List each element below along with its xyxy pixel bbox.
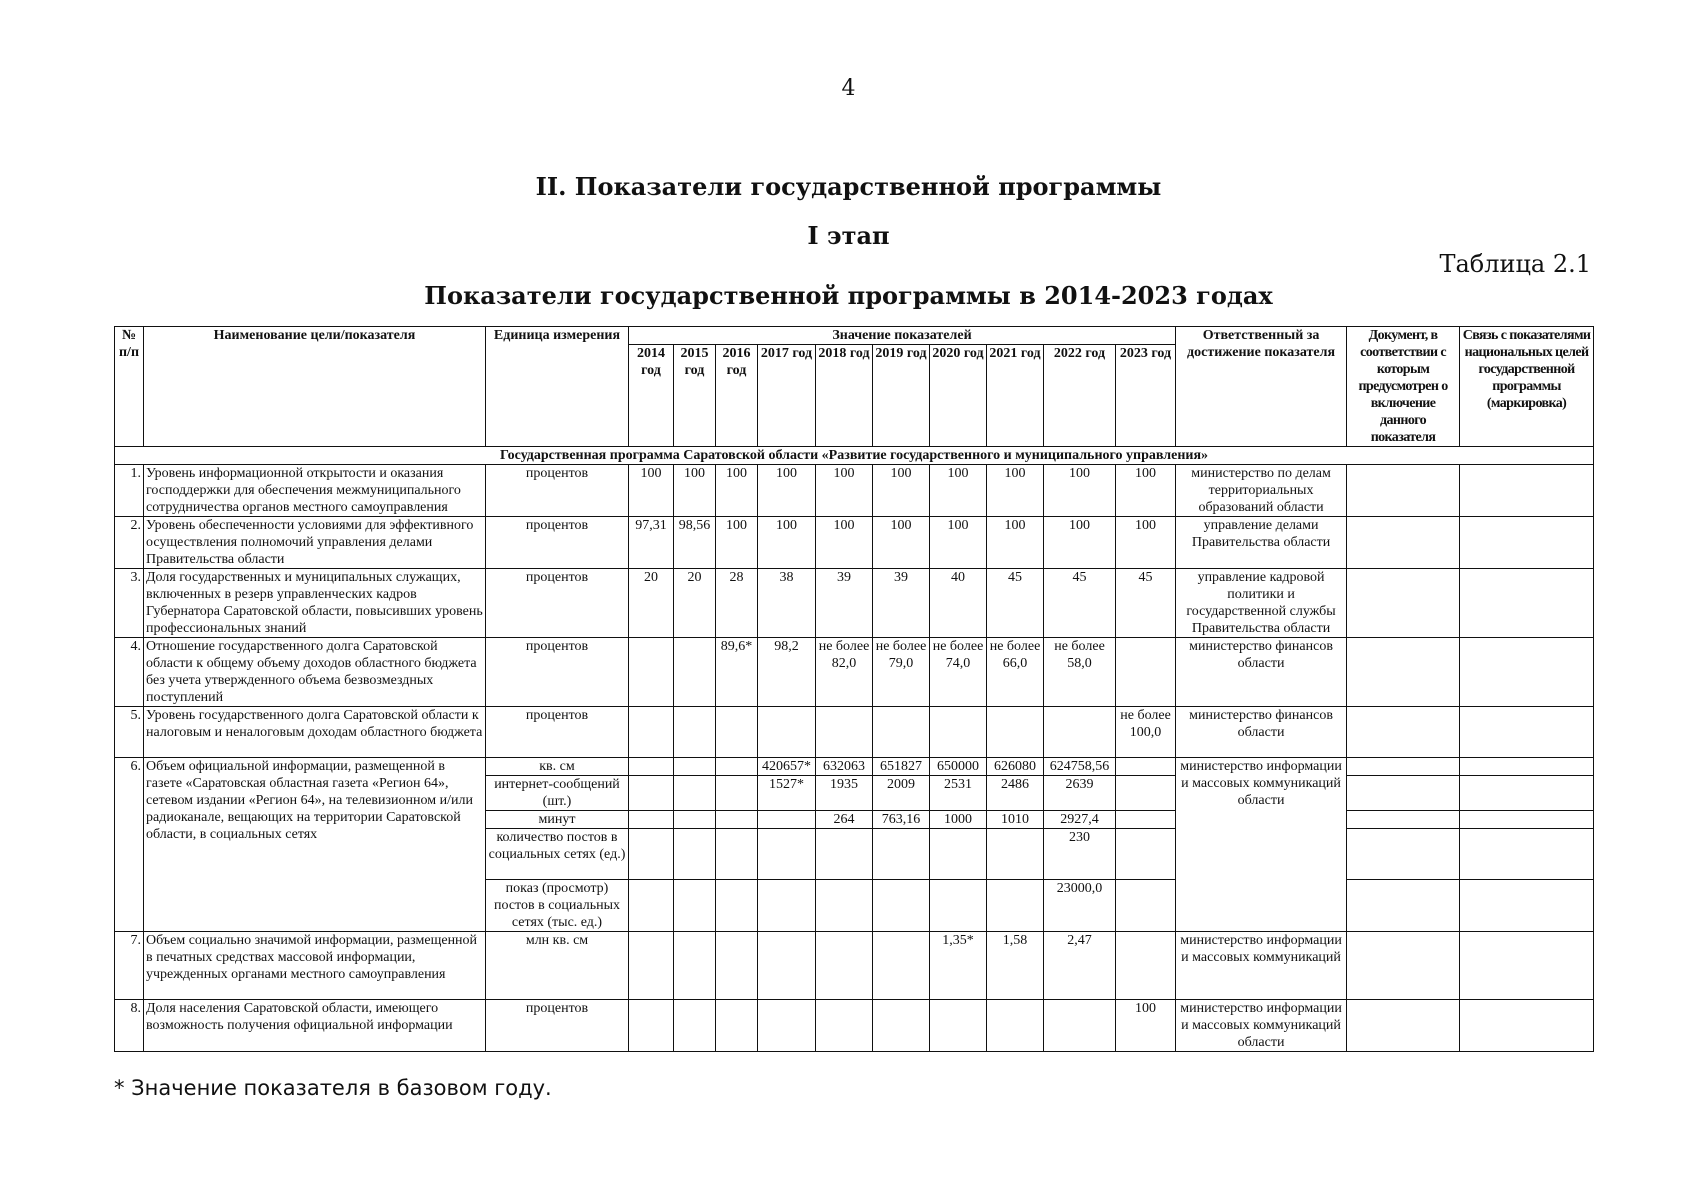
- row-value: [716, 932, 758, 1000]
- header-year: 2017 год: [758, 345, 816, 447]
- row-value: 100: [1116, 517, 1176, 569]
- row-value: 2927,4: [1044, 811, 1116, 829]
- row-value: 100: [716, 517, 758, 569]
- row-value: [1116, 776, 1176, 811]
- table-row: [115, 1000, 1594, 1052]
- row-value: 39: [873, 569, 930, 638]
- row-value: 98,2: [758, 638, 816, 707]
- row-value: 2,47: [1044, 932, 1116, 1000]
- row-value: [1044, 707, 1116, 758]
- header-year: 2020 год: [930, 345, 987, 447]
- row-value: [1116, 829, 1176, 880]
- row-value: [629, 829, 674, 880]
- row-value: [716, 776, 758, 811]
- row-value: [1116, 638, 1176, 707]
- row-unit: процентов: [486, 638, 629, 707]
- row-value: 1527*: [758, 776, 816, 811]
- row-link: [1460, 465, 1594, 517]
- section-title: II. Показатели государственной программы: [535, 172, 1162, 201]
- row-value: [816, 932, 873, 1000]
- row-value: [1044, 1000, 1116, 1052]
- row-unit: интернет-сообщений (шт.): [486, 776, 629, 811]
- row-document: [1347, 811, 1460, 829]
- row-value: [674, 932, 716, 1000]
- header-year: 2016 год: [716, 345, 758, 447]
- row-value: [873, 1000, 930, 1052]
- table-row: [115, 707, 1594, 758]
- row-value: [629, 758, 674, 776]
- row-value: [1116, 758, 1176, 776]
- row-value: [674, 758, 716, 776]
- row-value: [816, 829, 873, 880]
- header-year: 2023 год: [1116, 345, 1176, 447]
- row-value: [758, 880, 816, 932]
- row-document: [1347, 1000, 1460, 1052]
- row-value: [716, 880, 758, 932]
- row-value: 100: [758, 465, 816, 517]
- footnote: * Значение показателя в базовом году.: [114, 1076, 552, 1100]
- row-responsible: министерство информации и массовых коммуникаций области: [1176, 758, 1347, 932]
- table-row: [115, 638, 1594, 707]
- row-value: 38: [758, 569, 816, 638]
- row-responsible: министерство информации и массовых коммуникаций области: [1176, 1000, 1347, 1052]
- row-responsible: министерство финансов области: [1176, 638, 1347, 707]
- row-value: не более 58,0: [1044, 638, 1116, 707]
- row-document: [1347, 638, 1460, 707]
- row-value: [930, 880, 987, 932]
- row-document: [1347, 829, 1460, 880]
- page-number: 4: [841, 76, 856, 101]
- table-row: [115, 569, 1594, 638]
- row-value: [629, 880, 674, 932]
- row-value: 632063: [816, 758, 873, 776]
- row-value: 97,31: [629, 517, 674, 569]
- row-value: [629, 638, 674, 707]
- row-value: [674, 638, 716, 707]
- row-name: Объем официальной информации, размещенной в газете «Саратовская областная газета «Регион 64», сетевом издании «Регион 64», на телевизионном и/или радиоканале, вещающих на территории Саратовской области, в социальных сетях: [144, 758, 486, 932]
- row-unit: процентов: [486, 517, 629, 569]
- row-value: [816, 707, 873, 758]
- row-link: [1460, 829, 1594, 880]
- row-value: [674, 880, 716, 932]
- row-link: [1460, 758, 1594, 776]
- row-value: 100: [1116, 1000, 1176, 1052]
- row-num: 5.: [115, 707, 144, 758]
- row-value: 2486: [987, 776, 1044, 811]
- row-num: 2.: [115, 517, 144, 569]
- row-value: [716, 758, 758, 776]
- row-value: 1,35*: [930, 932, 987, 1000]
- row-value: 763,16: [873, 811, 930, 829]
- row-link: [1460, 707, 1594, 758]
- row-value: [987, 880, 1044, 932]
- row-num: 8.: [115, 1000, 144, 1052]
- table-row: [115, 758, 1594, 776]
- header-year: 2021 год: [987, 345, 1044, 447]
- stage-title: I этап: [807, 221, 890, 250]
- row-responsible: управление делами Правительства области: [1176, 517, 1347, 569]
- row-value: 100: [930, 465, 987, 517]
- row-value: 45: [987, 569, 1044, 638]
- row-value: 650000: [930, 758, 987, 776]
- row-unit: кв. см: [486, 758, 629, 776]
- row-value: [930, 707, 987, 758]
- row-value: 100: [987, 465, 1044, 517]
- row-link: [1460, 776, 1594, 811]
- row-value: 100: [716, 465, 758, 517]
- row-value: 39: [816, 569, 873, 638]
- row-value: 100: [816, 517, 873, 569]
- row-name: Доля населения Саратовской области, имеющего возможность получения официальной информации: [144, 1000, 486, 1052]
- row-link: [1460, 517, 1594, 569]
- row-name: Доля государственных и муниципальных служащих, включенных в резерв управленческих кадров Губернатора Саратовской области, повысивших уровень профессиональных знаний: [144, 569, 486, 638]
- row-value: [1116, 932, 1176, 1000]
- row-link: [1460, 880, 1594, 932]
- row-document: [1347, 776, 1460, 811]
- row-document: [1347, 707, 1460, 758]
- row-value: [987, 1000, 1044, 1052]
- row-responsible: управление кадровой политики и государственной службы Правительства области: [1176, 569, 1347, 638]
- row-value: 100: [1044, 465, 1116, 517]
- row-value: 1010: [987, 811, 1044, 829]
- row-unit: количество постов в социальных сетях (ед.): [486, 829, 629, 880]
- header-year: 2019 год: [873, 345, 930, 447]
- program-row: Государственная программа Саратовской области «Развитие государственного и муниципального управления»: [115, 447, 1594, 465]
- row-value: [816, 880, 873, 932]
- row-link: [1460, 932, 1594, 1000]
- row-value: 626080: [987, 758, 1044, 776]
- header-year: 2014 год: [629, 345, 674, 447]
- row-value: [873, 707, 930, 758]
- header-year: 2015 год: [674, 345, 716, 447]
- row-num: 3.: [115, 569, 144, 638]
- row-unit: минут: [486, 811, 629, 829]
- indicators-table: [114, 326, 1594, 1052]
- row-name: Уровень информационной открытости и оказания господдержки для обеспечения межмуниципального сотрудничества органов местного самоуправления: [144, 465, 486, 517]
- row-unit: процентов: [486, 1000, 629, 1052]
- row-value: [716, 707, 758, 758]
- header-unit: Единица измерения: [486, 327, 629, 447]
- row-value: 230: [1044, 829, 1116, 880]
- row-unit: млн кв. см: [486, 932, 629, 1000]
- row-value: 23000,0: [1044, 880, 1116, 932]
- row-name: Уровень обеспеченности условиями для эффективного осуществления полномочий управления делами Правительства области: [144, 517, 486, 569]
- row-unit: процентов: [486, 569, 629, 638]
- row-document: [1347, 758, 1460, 776]
- row-value: [758, 707, 816, 758]
- row-unit: процентов: [486, 465, 629, 517]
- row-value: [758, 1000, 816, 1052]
- row-value: 100: [1116, 465, 1176, 517]
- row-link: [1460, 569, 1594, 638]
- row-value: [930, 1000, 987, 1052]
- row-document: [1347, 932, 1460, 1000]
- row-value: 45: [1044, 569, 1116, 638]
- row-value: 1935: [816, 776, 873, 811]
- row-value: не более 82,0: [816, 638, 873, 707]
- row-value: [758, 811, 816, 829]
- row-value: 100: [629, 465, 674, 517]
- row-value: 40: [930, 569, 987, 638]
- row-name: Отношение государственного долга Саратовской области к общему объему доходов областного бюджета без учета утвержденного объема безвозмездных поступлений: [144, 638, 486, 707]
- row-value: [674, 707, 716, 758]
- header-num: № п/п: [115, 327, 144, 447]
- row-responsible: министерство финансов области: [1176, 707, 1347, 758]
- row-value: 20: [674, 569, 716, 638]
- row-value: [816, 1000, 873, 1052]
- row-document: [1347, 517, 1460, 569]
- table-label: Таблица 2.1: [1439, 250, 1591, 278]
- row-value: [873, 829, 930, 880]
- row-name: Объем социально значимой информации, размещенной в печатных средствах массовой информации, учрежденных органами местного самоуправления: [144, 932, 486, 1000]
- row-num: 1.: [115, 465, 144, 517]
- header-name: Наименование цели/показателя: [144, 327, 486, 447]
- row-value: [873, 880, 930, 932]
- table-row: [115, 465, 1594, 517]
- row-unit: процентов: [486, 707, 629, 758]
- row-value: [629, 707, 674, 758]
- row-value: [758, 932, 816, 1000]
- row-value: [1116, 880, 1176, 932]
- row-value: 624758,56: [1044, 758, 1116, 776]
- row-num: 7.: [115, 932, 144, 1000]
- row-document: [1347, 465, 1460, 517]
- row-value: [758, 829, 816, 880]
- row-value: [629, 1000, 674, 1052]
- header-link: Связь с показателями национальных целей государственной программы (маркировка): [1460, 327, 1594, 447]
- row-value: [629, 811, 674, 829]
- row-value: 20: [629, 569, 674, 638]
- row-value: [674, 776, 716, 811]
- row-value: [674, 1000, 716, 1052]
- row-value: 100: [873, 465, 930, 517]
- row-value: [716, 811, 758, 829]
- row-value: 1,58: [987, 932, 1044, 1000]
- row-num: 4.: [115, 638, 144, 707]
- row-value: 651827: [873, 758, 930, 776]
- row-value: не более 66,0: [987, 638, 1044, 707]
- row-value: [629, 932, 674, 1000]
- header-year: 2018 год: [816, 345, 873, 447]
- row-link: [1460, 638, 1594, 707]
- row-value: 100: [816, 465, 873, 517]
- row-value: 2531: [930, 776, 987, 811]
- row-value: 100: [987, 517, 1044, 569]
- row-unit: показ (просмотр) постов в социальных сетях (тыс. ед.): [486, 880, 629, 932]
- row-value: [987, 829, 1044, 880]
- row-value: [716, 829, 758, 880]
- row-value: 45: [1116, 569, 1176, 638]
- row-document: [1347, 569, 1460, 638]
- row-value: [674, 829, 716, 880]
- row-value: 2639: [1044, 776, 1116, 811]
- header-document: Документ, в соответствии с которым предусмотрен о включение данного показателя: [1347, 327, 1460, 447]
- row-value: 264: [816, 811, 873, 829]
- row-value: 1000: [930, 811, 987, 829]
- row-document: [1347, 880, 1460, 932]
- row-value: [930, 829, 987, 880]
- row-responsible: министерство по делам территориальных образований области: [1176, 465, 1347, 517]
- row-value: 89,6*: [716, 638, 758, 707]
- row-value: 100: [930, 517, 987, 569]
- row-name: Уровень государственного долга Саратовской области к налоговым и неналоговым доходам областного бюджета: [144, 707, 486, 758]
- row-value: 100: [758, 517, 816, 569]
- row-value: 98,56: [674, 517, 716, 569]
- row-value: не более 79,0: [873, 638, 930, 707]
- header-values: Значение показателей: [629, 327, 1176, 345]
- row-value: 100: [1044, 517, 1116, 569]
- row-value: [987, 707, 1044, 758]
- row-value: 28: [716, 569, 758, 638]
- header-year: 2022 год: [1044, 345, 1116, 447]
- row-value: 100: [674, 465, 716, 517]
- row-link: [1460, 1000, 1594, 1052]
- row-value: [716, 1000, 758, 1052]
- table-title: Показатели государственной программы в 2014-2023 годах: [424, 281, 1273, 310]
- row-link: [1460, 811, 1594, 829]
- row-value: 100: [873, 517, 930, 569]
- row-value: [873, 932, 930, 1000]
- row-value: не более 100,0: [1116, 707, 1176, 758]
- row-value: 2009: [873, 776, 930, 811]
- row-num: 6.: [115, 758, 144, 932]
- row-value: [629, 776, 674, 811]
- row-value: 420657*: [758, 758, 816, 776]
- table-row: [115, 517, 1594, 569]
- row-value: [674, 811, 716, 829]
- row-value: не более 74,0: [930, 638, 987, 707]
- header-responsible: Ответственный за достижение показателя: [1176, 327, 1347, 447]
- row-responsible: министерство информации и массовых коммуникаций: [1176, 932, 1347, 1000]
- table-row: [115, 932, 1594, 1000]
- row-value: [1116, 811, 1176, 829]
